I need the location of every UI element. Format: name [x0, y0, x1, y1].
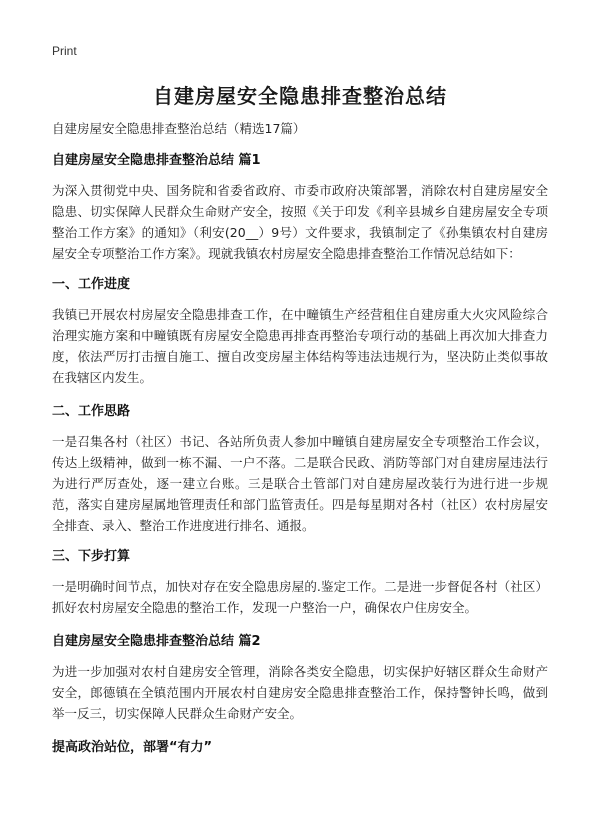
approach-paragraph: 一是召集各村（社区）书记、各站所负责人参加中疃镇自建房屋安全专项整治工作会议，传达上级精神，做到一栋不漏、一户不落。二是联合民政、消防等部门对自建房屋违法行为进行严厉查处，逐一建立台账。三是联合土管部门对自建房屋改装行为进行进一步规范，落实自建房屋属地管理责任和部门监管责任。四是每星期对各村（社区）农村房屋安全排查、录入、整治工作进度进行排名、通报。 — [52, 434, 548, 533]
section-heading-progress: 一、工作进度 — [52, 277, 131, 292]
next-steps-paragraph: 一是明确时间节点，加快对存在安全隐患房屋的.鉴定工作。二是进一步督促各村（社区）抓好农村房屋安全隐患的整治工作，发现一户整治一户，确保农户住房安全。 — [52, 579, 548, 615]
intro-paragraph: 为深入贯彻党中央、国务院和省委省政府、市委市政府决策部署，消除农村自建房屋安全隐患、切实保障人民群众生命财产安全，按照《关于印发《利辛县城乡自建房屋安全专项整治工作方案》的通知》（利安(20__）9号）文件要求，我镇制定了《孙集镇农村自建房屋安全专项整治工作方案》。现就我镇农村房屋安全隐患排查整治工作情况总结如下： — [52, 183, 548, 261]
print-link[interactable]: Print — [52, 44, 77, 58]
section-heading-approach: 二、工作思路 — [52, 404, 131, 419]
section-heading-part1: 自建房屋安全隐患排查整治总结 篇1 — [52, 153, 261, 168]
part2-paragraph: 为进一步加强对农村自建房安全管理，消除各类安全隐患，切实保护好辖区群众生命财产安全，郎德镇在全镇范围内开展农村自建房安全隐患排查整治工作，保持警钟长鸣，做到举一反三，切实保障人民群众生命财产安全。 — [52, 664, 548, 721]
progress-paragraph: 我镇已开展农村房屋安全隐患排查工作，在中疃镇生产经营租住自建房重大火灾风险综合治理实施方案和中疃镇既有房屋安全隐患再排查再整治专项行动的基础上再次加大排查力度，依法严厉打击擅自施工、擅自改变房屋主体结构等违法违规行为，坚决防止类似事故在我辖区内发生。 — [52, 307, 548, 385]
section-heading-political: 提高政治站位，部署“有力” — [52, 740, 213, 755]
document-subtitle: 自建房屋安全隐患排查整治总结（精选17篇） — [52, 121, 306, 136]
page-title: 自建房屋安全隐患排查整治总结 — [153, 84, 447, 108]
section-heading-part2: 自建房屋安全隐患排查整治总结 篇2 — [52, 634, 261, 649]
section-heading-next-steps: 三、下步打算 — [52, 549, 131, 564]
document-body — [52, 118, 548, 767]
